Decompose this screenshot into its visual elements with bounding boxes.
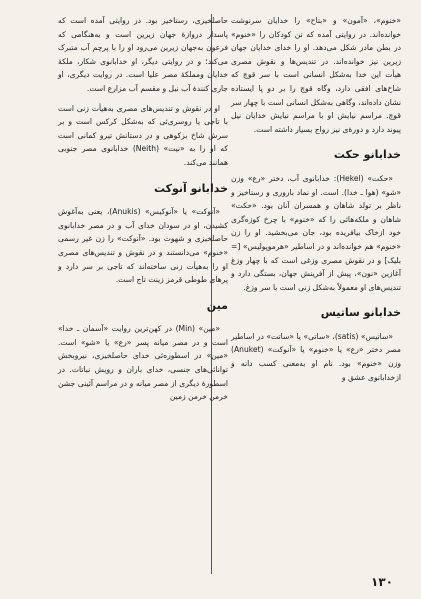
paragraph: او در نقوش و تندیس‌های مصری به‌هیأت زنی است با تاجی یا روسری‌ئی که به‌شکل کرکس است و بر سرش شاخ بزکوهی و در دستانش تیرو کمانی است که او را به «نیت» (Neith) خدابانوی مصر جنوبی همانند می‌کند.	[58, 103, 228, 167]
section-heading: خدابانو حکت	[333, 148, 401, 162]
left-column	[58, 14, 228, 410]
section-heading: خدابانو ساتیس	[320, 306, 401, 320]
section-heading: خدابانو آنوکت	[153, 181, 228, 195]
paragraph: حاصلخیزی، رستاخیز بود. در روایتی آمده است که پاسدار دروازهٔ جهان زیرین است و به‌هنگامی که فرعون به‌جهان زیرین می‌رود او را با پرچم آب متبرک می‌کند؛ و در روایتی دیگر، او خدابانوی شکار، ملکهٔ خدایان ومملکهٔ مصر علیا است. در روایت دیگری، او جاری کنندهٔ آب نیل و مقسم آب مزارع است.	[58, 16, 228, 93]
paragraph: «مین» (Min) در کهن‌ترین روایت «آسمان ـ خدا» است و در مصر میانه پسر «رع» یا «شو» است. «مین» در اسطوره‌ئی خدای حاصلخیزی، نیروبخش توانائی‌های جنسی، خدای باران و رویش نباتات. در اسطورهٔ دیگری از مصر میانه و در مراسم آئینی جشن خرمن خرمن زمین	[58, 324, 228, 402]
right-column	[231, 14, 401, 390]
section-heading: مین	[206, 298, 228, 312]
paragraph: «خنوم»، «آمون» و «بتاح» را خدایان سرنوشت خوانده‌اند. در روایتی آمده که تن کودکان را «خنوم» در بطن مادر شکل می‌دهد. او را خدای خدایان جهان زیرین نیز خوانده‌اند. در تندیس‌ها و نقوش مصری هیأت این خدا به‌شکل انسانی است با سر قوچ که شاخ‌های افقی دارد، وگاه قوچ را بر دو پا ایستاده نشان داده‌اند، وگاهی به‌شکل انسانی است با چهار سر قوچ. مراسم نیایش او با مراسم نیایش خدایان نیل پیوند دارد و دورهٔ‌ی نیز رواج بسیار داشته است.	[231, 16, 401, 134]
paragraph: «ساتیس» (satis)، «ساتی» یا «ساتت» در اساطیر مصر دختر «رع» یا «خنوم» یا «آنوکت» (Anuket) وزن «خنوم» بود. نام او به‌معنی کسب دانه و ازخدابانوی عشق و	[231, 331, 401, 382]
paragraph: «حکت» (Hekel): خدابانوی آب، دختر «رع» وزن «شو» (هوا ـ خدا). است. او نماد باروری و رستاخیز و ناظر بر تولد شاهان و همسران آنان بود. «حکت» شاهان و ملکه‌هائی را که «خنوم» با چرخ کوزه‌گری خود ازخاک بیافریده بود، جان می‌بخشید. او را زن «خنوم» هم خوانده‌اند و در اساطیر «هرموپولیس» [= بلیک] و در نقوش مصری وزغی است که با چهار وزغ آغازین «نون»، پیش از آفرینش جهان، بستگی دارد و تندیس‌های او معمولاً به‌شکل زنی است با سر وزغ.	[231, 173, 401, 292]
paragraph: «آنوکت» یا «آنوکیس» (Anukis)، یعنی به‌آغوش کشیدن، او در سودان خدای آب و در مصر خدابانوی حاصلخیزی و شهوت بود. «آنوکت» را زن غیر رسمی «خنوم» می‌دانستند و در نقوش و تندیس‌های مصری او را به‌هیأت زنی ساخته‌اند که تاجی بر سر دارد و پرهای طوطی قرمز زینت تاج است.	[58, 207, 228, 285]
page-number: ۱۳۰	[371, 575, 393, 589]
